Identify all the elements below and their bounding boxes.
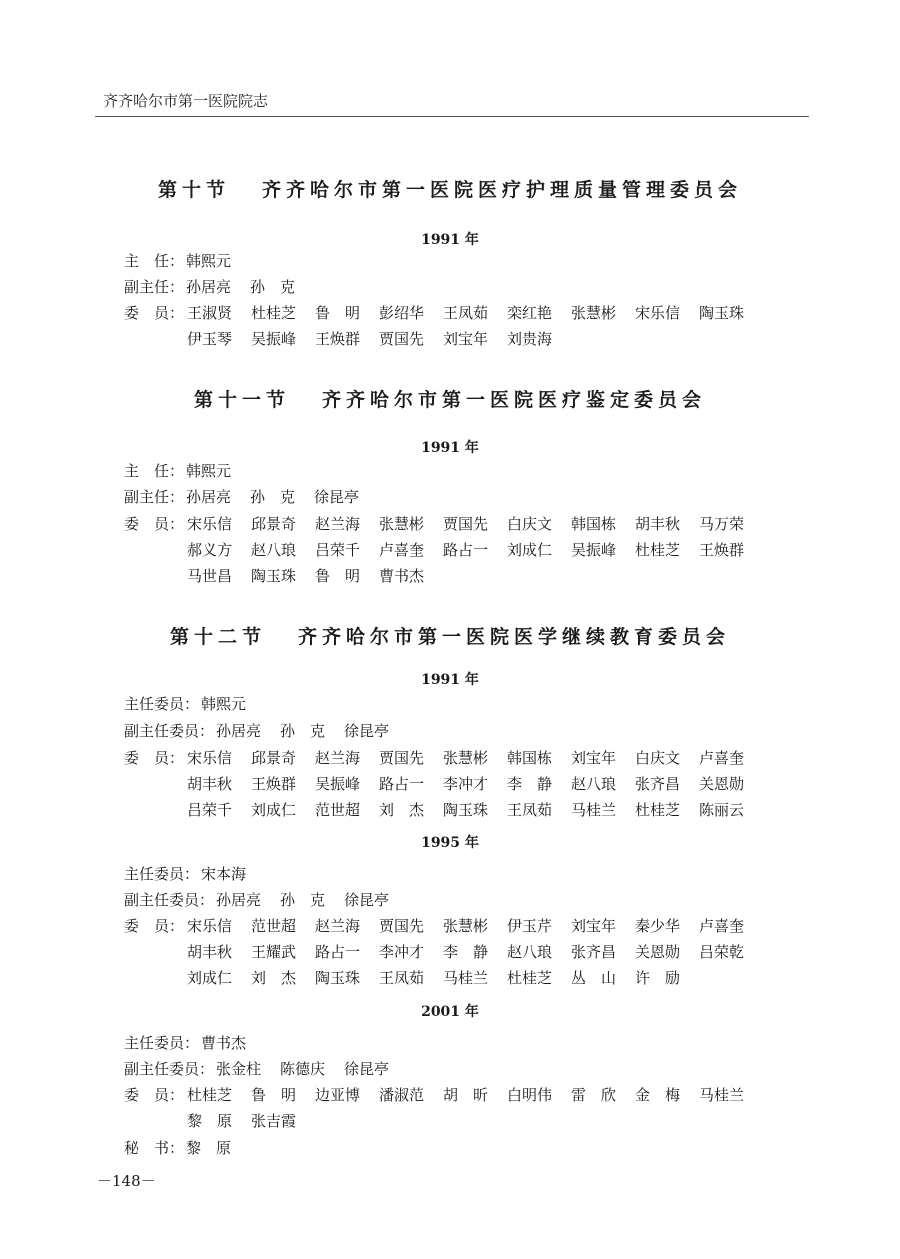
member-name: 杜桂芝 — [187, 1086, 233, 1104]
member-name: 宋乐信 — [635, 304, 681, 322]
member-name: 李冲才 — [379, 943, 425, 961]
member-name: 胡丰秋 — [635, 515, 681, 533]
role-label: 主任委员： — [124, 695, 200, 713]
member-name: 杜桂芝 — [251, 304, 297, 322]
member-name: 赵八琅 — [507, 943, 553, 961]
member-name: 彭绍华 — [379, 304, 425, 322]
member-name: 伊玉琴 — [187, 330, 233, 348]
section-number: 第十一节 — [193, 389, 290, 411]
member-name: 栾红艳 — [507, 304, 553, 322]
member-name: 吴振峰 — [251, 330, 297, 348]
member-name: 徐昆亭 — [344, 1060, 390, 1078]
member-name: 陈德庆 — [280, 1060, 326, 1078]
member-name: 刘 杰 — [251, 969, 297, 987]
member-name: 马世昌 — [187, 567, 233, 585]
member-name: 张慧彬 — [443, 749, 489, 767]
member-name: 路占一 — [315, 943, 361, 961]
member-name: 李 静 — [443, 943, 489, 961]
member-name: 宋本海 — [201, 865, 247, 883]
member-name: 刘 杰 — [379, 801, 425, 819]
member-name: 秦少华 — [635, 917, 681, 935]
member-name: 韩国栋 — [571, 515, 617, 533]
member-name: 李冲才 — [443, 775, 489, 793]
role-label: 主任委员： — [124, 1034, 200, 1052]
member-name: 鲁 明 — [315, 567, 361, 585]
member-name: 许 励 — [635, 969, 681, 987]
member-name: 刘宝年 — [443, 330, 489, 348]
member-name: 路占一 — [379, 775, 425, 793]
role-label: 副主任委员： — [124, 891, 215, 909]
member-name: 杜桂芝 — [635, 801, 681, 819]
member-name: 孙 克 — [280, 722, 326, 740]
member-name: 陶玉珠 — [315, 969, 361, 987]
member-name: 雷 欣 — [571, 1086, 617, 1104]
member-name: 张齐昌 — [635, 775, 681, 793]
year-heading: 1991 年 — [421, 440, 479, 456]
running-header-title: 齐齐哈尔市第一医院院志 — [103, 92, 269, 110]
member-name: 吕荣千 — [315, 541, 361, 559]
member-name: 张吉霞 — [251, 1112, 297, 1130]
role-label: 委 员： — [124, 749, 185, 767]
role-label: 主任委员： — [124, 865, 200, 883]
member-name: 刘贵海 — [507, 330, 553, 348]
member-name: 宋乐信 — [187, 917, 233, 935]
member-name: 陈丽云 — [699, 801, 745, 819]
member-name: 赵兰海 — [315, 515, 361, 533]
role-label: 主 任： — [124, 252, 185, 270]
member-name: 白明伟 — [507, 1086, 553, 1104]
section-number: 第十二节 — [169, 626, 266, 648]
member-name: 边亚博 — [315, 1086, 361, 1104]
member-name: 孙居亮 — [216, 891, 262, 909]
header-rule — [95, 116, 809, 117]
member-name: 邱景奇 — [251, 515, 297, 533]
member-name: 伊玉芹 — [507, 917, 553, 935]
member-name: 赵兰海 — [315, 917, 361, 935]
member-name: 胡丰秋 — [187, 775, 233, 793]
member-name: 黎 原 — [186, 1139, 232, 1157]
role-label: 秘 书： — [124, 1139, 185, 1157]
member-name: 丛 山 — [571, 969, 617, 987]
member-name: 王凤茹 — [443, 304, 489, 322]
member-name: 王凤茹 — [379, 969, 425, 987]
member-name: 王焕群 — [315, 330, 361, 348]
member-name: 曹书杰 — [201, 1034, 247, 1052]
member-name: 马桂兰 — [699, 1086, 745, 1104]
member-name: 韩熙元 — [186, 252, 232, 270]
member-name: 王凤茹 — [507, 801, 553, 819]
year-heading: 1991 年 — [421, 672, 479, 688]
role-label: 主 任： — [124, 462, 185, 480]
role-label: 副主任委员： — [124, 1060, 215, 1078]
member-name: 陶玉珠 — [443, 801, 489, 819]
member-name: 赵八琅 — [571, 775, 617, 793]
member-name: 孙居亮 — [216, 722, 262, 740]
section-heading: 齐齐哈尔市第一医院医疗护理质量管理委员会 — [262, 179, 743, 201]
member-name: 贾国先 — [379, 749, 425, 767]
member-name: 孙 克 — [250, 488, 296, 506]
member-name: 韩熙元 — [201, 695, 247, 713]
section-number: 第十节 — [157, 179, 230, 201]
role-label: 副主任委员： — [124, 722, 215, 740]
member-name: 宋乐信 — [187, 749, 233, 767]
member-name: 白庆文 — [635, 749, 681, 767]
member-name: 关恩勋 — [699, 775, 745, 793]
member-name: 鲁 明 — [315, 304, 361, 322]
page-number: －148－ — [97, 1172, 156, 1190]
member-name: 曹书杰 — [379, 567, 425, 585]
member-name: 吴振峰 — [315, 775, 361, 793]
member-name: 黎 原 — [187, 1112, 233, 1130]
member-name: 范世超 — [315, 801, 361, 819]
member-name: 陶玉珠 — [251, 567, 297, 585]
member-name: 刘成仁 — [187, 969, 233, 987]
section-title — [0, 622, 900, 649]
member-name: 孙 克 — [280, 891, 326, 909]
member-name: 郝义方 — [187, 541, 233, 559]
member-name: 卢喜奎 — [699, 917, 745, 935]
member-name: 张齐昌 — [571, 943, 617, 961]
member-name: 潘淑范 — [379, 1086, 425, 1104]
year-heading: 1991 年 — [421, 232, 479, 248]
member-name: 刘成仁 — [251, 801, 297, 819]
member-name: 王焕群 — [251, 775, 297, 793]
member-name: 白庆文 — [507, 515, 553, 533]
member-name: 邱景奇 — [251, 749, 297, 767]
role-label: 委 员： — [124, 1086, 185, 1104]
member-name: 韩熙元 — [186, 462, 232, 480]
section-title — [0, 385, 900, 412]
member-name: 贾国先 — [379, 917, 425, 935]
member-name: 孙居亮 — [186, 278, 232, 296]
member-name: 贾国先 — [379, 330, 425, 348]
role-label: 委 员： — [124, 515, 185, 533]
member-name: 贾国先 — [443, 515, 489, 533]
member-name: 鲁 明 — [251, 1086, 297, 1104]
member-name: 路占一 — [443, 541, 489, 559]
member-name: 张慧彬 — [571, 304, 617, 322]
member-name: 杜桂芝 — [635, 541, 681, 559]
member-name: 杜桂芝 — [507, 969, 553, 987]
member-name: 孙居亮 — [186, 488, 232, 506]
member-name: 吕荣千 — [187, 801, 233, 819]
role-label: 副主任： — [124, 278, 185, 296]
member-name: 吴振峰 — [571, 541, 617, 559]
role-label: 副主任： — [124, 488, 185, 506]
member-name: 宋乐信 — [187, 515, 233, 533]
role-label: 委 员： — [124, 304, 185, 322]
section-heading: 齐齐哈尔市第一医院医学继续教育委员会 — [298, 626, 731, 648]
member-name: 孙 克 — [250, 278, 296, 296]
member-name: 王焕群 — [699, 541, 745, 559]
member-name: 赵八琅 — [251, 541, 297, 559]
member-name: 张金柱 — [216, 1060, 262, 1078]
section-heading: 齐齐哈尔市第一医院医疗鉴定委员会 — [322, 389, 707, 411]
member-name: 徐昆亭 — [314, 488, 360, 506]
member-name: 胡丰秋 — [187, 943, 233, 961]
member-name: 马桂兰 — [443, 969, 489, 987]
member-name: 徐昆亭 — [344, 722, 390, 740]
member-name: 金 梅 — [635, 1086, 681, 1104]
member-name: 卢喜奎 — [699, 749, 745, 767]
member-name: 李 静 — [507, 775, 553, 793]
member-name: 刘成仁 — [507, 541, 553, 559]
member-name: 张慧彬 — [379, 515, 425, 533]
member-name: 马万荣 — [699, 515, 745, 533]
role-label: 委 员： — [124, 917, 185, 935]
member-name: 胡 昕 — [443, 1086, 489, 1104]
member-name: 范世超 — [251, 917, 297, 935]
member-name: 刘宝年 — [571, 917, 617, 935]
member-name: 张慧彬 — [443, 917, 489, 935]
member-name: 关恩勋 — [635, 943, 681, 961]
member-name: 马桂兰 — [571, 801, 617, 819]
member-name: 刘宝年 — [571, 749, 617, 767]
member-name: 赵兰海 — [315, 749, 361, 767]
year-heading: 1995 年 — [421, 835, 479, 851]
section-title — [0, 175, 900, 202]
year-heading: 2001 年 — [421, 1004, 479, 1020]
member-name: 韩国栋 — [507, 749, 553, 767]
member-name: 徐昆亭 — [344, 891, 390, 909]
member-name: 吕荣乾 — [699, 943, 745, 961]
member-name: 王耀武 — [251, 943, 297, 961]
member-name: 王淑贤 — [187, 304, 233, 322]
member-name: 陶玉珠 — [699, 304, 745, 322]
member-name: 卢喜奎 — [379, 541, 425, 559]
